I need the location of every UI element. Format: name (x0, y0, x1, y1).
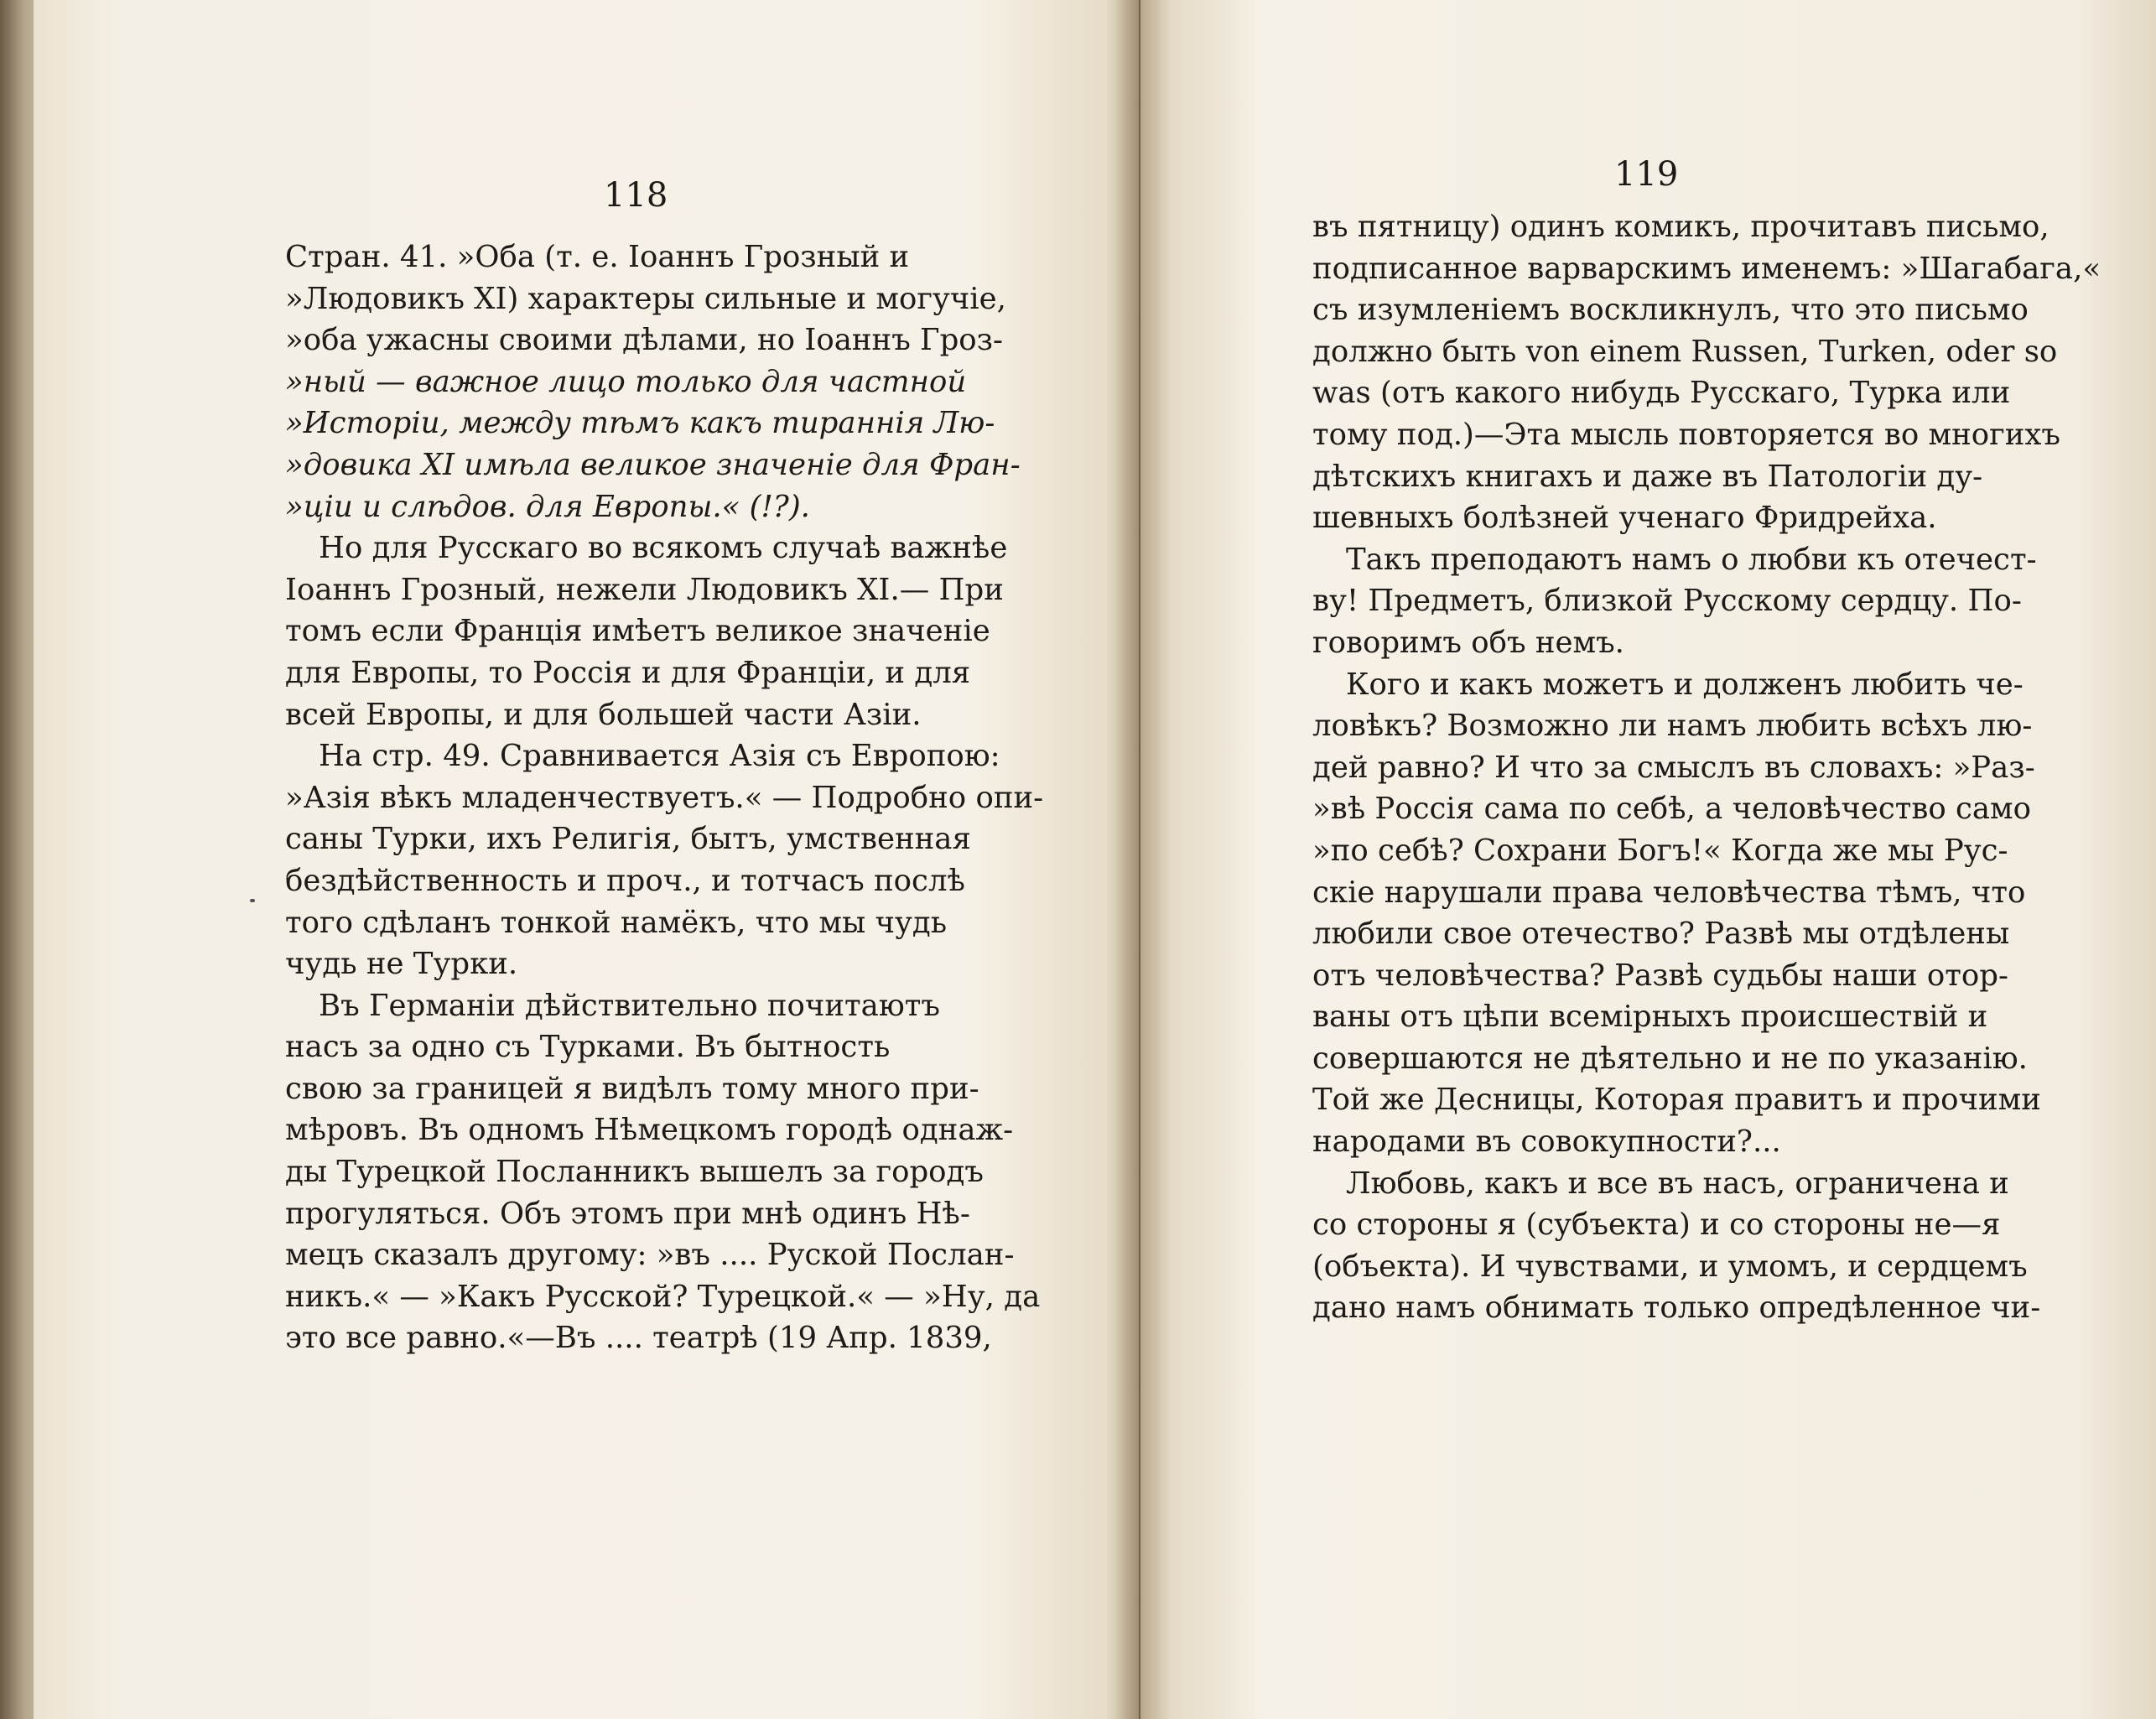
text-line: »по себѣ? Сохрани Богъ!« Когда же мы Рус- (1312, 833, 2008, 868)
text-line: Стран. 41. »Оба (т. е. Іоаннъ Грозный и (285, 240, 910, 274)
text-line: »вѣ Россія сама по себѣ, а человѣчество само (1312, 792, 2032, 827)
text-line: »Исторіи, между тѣмъ какъ тираннія Лю- (285, 406, 995, 441)
text-line: саны Турки, ихъ Религія, бытъ, умственная (285, 822, 971, 857)
page-number-left: 118 (604, 176, 668, 215)
text-line: говоримъ объ немъ. (1312, 625, 1624, 660)
text-line: дей равно? И что за смыслъ въ словахъ: »Раз- (1312, 750, 2035, 785)
text-line: никъ.« — »Какъ Русской? Турецкой.« — »Ну, да (285, 1279, 1041, 1314)
text-line: скіе нарушали права человѣчества тѣмъ, что (1312, 875, 2026, 910)
text-line: »ный — важное лицо только для частной (285, 364, 967, 399)
text-line: свою за границей я видѣлъ тому много при- (285, 1071, 979, 1106)
text-line: »Азія вѣкъ младенчествуетъ.« — Подробно опи- (285, 780, 1044, 815)
text-line: ды Турецкой Посланникъ вышелъ за городъ (285, 1155, 984, 1190)
text-line: прогуляться. Объ этомъ при мнѣ одинъ Нѣ- (285, 1196, 970, 1231)
text-line: томъ если Франція имѣетъ великое значеніе (285, 614, 990, 649)
text-line: мѣровъ. Въ одномъ Нѣмецкомъ городѣ однаж- (285, 1113, 1014, 1148)
text-line: Любовь, какъ и все въ насъ, ограничена и (1346, 1166, 2009, 1201)
text-line: ловѣкъ? Возможно ли намъ любить всѣхъ лю- (1312, 709, 2033, 744)
ink-mark (250, 899, 255, 902)
text-line: Іоаннъ Грозный, нежели Людовикъ XI.— При (285, 572, 1004, 607)
right-page-text (1312, 206, 2101, 1329)
text-line: въ пятницу) одинъ комикъ, прочитавъ письмо, (1312, 210, 2049, 244)
text-line: Кого и какъ можетъ и долженъ любить че- (1346, 667, 2024, 702)
text-line: Той же Десницы, Которая правитъ и прочими (1312, 1083, 2041, 1118)
page-number-right: 119 (1614, 155, 1679, 194)
text-line: народами въ совокупности?... (1312, 1124, 1781, 1160)
text-line: дѣтскихъ книгахъ и даже въ Патологіи ду- (1312, 459, 1983, 494)
text-line: съ изумленіемъ воскликнулъ, что это письмо (1312, 293, 2029, 328)
text-line: »довика XI имѣла великое значеніе для Фран- (285, 447, 1021, 482)
text-line: всей Европы, и для большей части Азіи. (285, 697, 922, 732)
left-page (34, 0, 1140, 1719)
text-line: »Людовикъ XI) характеры сильные и могучіе, (285, 281, 1006, 316)
text-line: насъ за одно съ Турками. Въ бытность (285, 1030, 891, 1065)
text-line: отъ человѣчества? Развѣ судьбы наши отор- (1312, 958, 2008, 993)
text-line: Такъ преподаютъ намъ о любви къ отечест- (1346, 542, 2037, 577)
text-line: шевныхъ болѣзней ученаго Фридрейха. (1312, 501, 1937, 536)
text-line: совершаются не дѣятельно и не по указанію. (1312, 1041, 2028, 1076)
text-line: ву! Предметъ, близкой Русскому сердцу. По- (1312, 584, 2022, 619)
text-line: это все равно.«—Въ .... театрѣ (19 Апр. 1839, (285, 1321, 992, 1356)
text-line: На стр. 49. Сравнивается Азія съ Европою: (319, 739, 1000, 774)
right-page (1140, 0, 2156, 1719)
text-line: »оба ужасны своими дѣлами, но Іоаннъ Гроз- (285, 323, 1004, 358)
text-line: подписанное варварскимъ именемъ: »Шагабага,« (1312, 251, 2101, 286)
text-line: (объекта). И чувствами, и умомъ, и сердцемъ (1312, 1249, 2028, 1284)
text-line: бездѣйственность и проч., и тотчасъ послѣ (285, 863, 965, 898)
text-line: мецъ сказалъ другому: »въ .... Руской Послан- (285, 1238, 1015, 1273)
text-line: Но для Русскаго во всякомъ случаѣ важнѣе (319, 531, 1008, 566)
text-line: должно быть von einem Russen, Turken, oder so (1312, 334, 2058, 369)
text-line: чудь не Турки. (285, 947, 518, 982)
text-line: Въ Германіи дѣйствительно почитаютъ (319, 988, 940, 1023)
text-line: любили свое отечество? Развѣ мы отдѣлены (1312, 917, 2010, 952)
text-line: »ціи и слѣдов. для Европы.« (!?). (285, 489, 810, 524)
text-line: дано намъ обнимать только опредѣленное чи- (1312, 1291, 2041, 1326)
text-line: тому под.)—Эта мысль повторяется во многихъ (1312, 417, 2061, 452)
text-line: was (отъ какого нибудь Русскаго, Турка или (1312, 376, 2011, 411)
text-line: ваны отъ цѣпи всемірныхъ происшествій и (1312, 1000, 1988, 1035)
left-page-text (285, 236, 1044, 1359)
text-line: со стороны я (субъекта) и со стороны не—я (1312, 1207, 2001, 1243)
text-line: того сдѣланъ тонкой намёкъ, что мы чудь (285, 905, 948, 940)
text-line: для Европы, то Россія и для Франціи, и для (285, 655, 971, 690)
